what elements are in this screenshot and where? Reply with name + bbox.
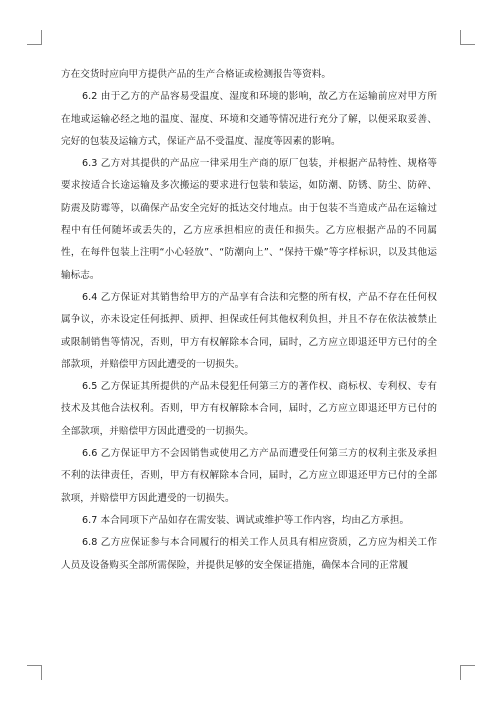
paragraph-6-5: 6.5 乙方保证其所提供的产品未侵犯任何第三方的著作权、商标权、专利权、专有技术及其他合法权利。否则，甲方有权解除本合同，届时，乙方应立即退还甲方已付的全部款项，并赔偿甲方因此遭受的一切损失。: [61, 381, 437, 437]
paragraph-6-4: 6.4 乙方保证对其销售给甲方的产品享有合法和完整的所有权，产品不存在任何权属争议，亦未设定任何抵押、质押、担保或任何其他权利负担，并且不存在依法被禁止或限制销售等情况，否则，甲方有权解除本合同，届时，乙方应立即退还甲方已付的全部款项，并赔偿甲方因此遭受的一切损失。: [61, 291, 437, 370]
paragraph-6-2: 6.2 由于乙方的产品容易受温度、湿度和环境的影响，故乙方在运输前应对甲方所在地或运输必经之地的温度、湿度、环境和交通等情况进行充分了解，以便采取妥善、完好的包装及运输方式，保证产品不受温度、湿度等因素的影响。: [61, 91, 437, 147]
crop-mark-bottom-right: [460, 665, 475, 680]
crop-mark-top-right: [460, 30, 475, 45]
paragraph-6-7: 6.7 本合同项下产品如存在需安装、调试或维护等工作内容，均由乙方承担。: [82, 514, 410, 526]
paragraph-6-6: 6.6 乙方保证甲方不会因销售或使用乙方产品而遭受任何第三方的权利主张及承担不利的法律责任，否则，甲方有权解除本合同，届时，乙方应立即退还甲方已付的全部款项，并赔偿甲方因此遭受的一切损失。: [61, 448, 437, 504]
crop-mark-bottom-left: [27, 665, 42, 680]
paragraph-6-3: 6.3 乙方对其提供的产品应一律采用生产商的原厂包装，并根据产品特性、规格等要求按适合长途运输及多次搬运的要求进行包装和装运，如防潮、防锈、防尘、防碎、防震及防霉等，以确保产品安全完好的抵达交付地点。由于包装不当造成产品在运输过程中有任何随坏或丢失的，乙方应承担相应的责任和损失。乙方应根据产品的不同属性，在每件包装上注明“小心轻放”、“防潮向上”、“保持干燥”等字样标识，以及其他运输标志。: [61, 158, 437, 281]
paragraph-6-8: 6.8 乙方应保证参与本合同履行的相关工作人员具有相应资质，乙方应为相关工作人员及设备购买全部所需保险，并提供足够的安全保证措施，确保本合同的正常履: [61, 537, 437, 571]
document-body: [61, 64, 437, 577]
paragraph-continuation: 方在交货时应向甲方提供产品的生产合格证或检测报告等资料。: [61, 69, 332, 80]
crop-mark-top-left: [27, 30, 42, 45]
